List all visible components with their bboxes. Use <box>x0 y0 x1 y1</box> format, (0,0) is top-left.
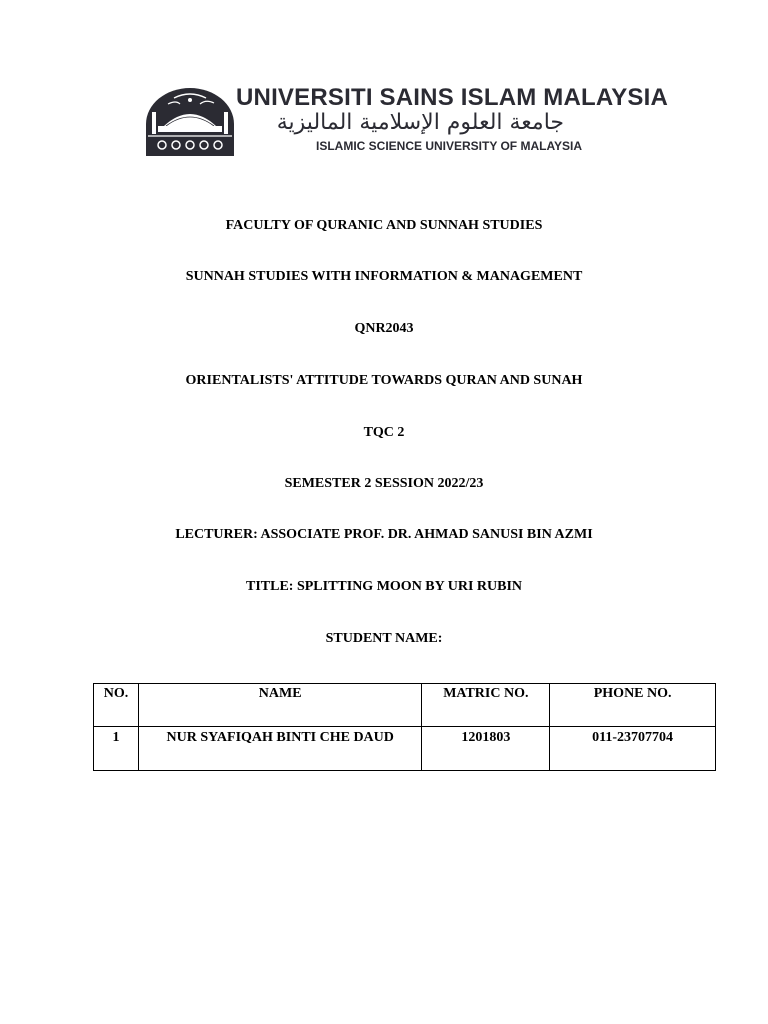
header-phone-no: PHONE NO. <box>550 684 716 727</box>
header-name: NAME <box>138 684 421 727</box>
university-emblem-icon <box>144 86 236 158</box>
course-name-line: ORIENTALISTS' ATTITUDE TOWARDS QURAN AND SUNAH <box>185 373 583 388</box>
group-line: TQC 2 <box>363 425 405 440</box>
university-logo <box>144 84 669 160</box>
title-line: TITLE: SPLITTING MOON BY URI RUBIN <box>245 579 523 594</box>
cell-no: 1 <box>94 727 139 771</box>
header-matric-no: MATRIC NO. <box>422 684 550 727</box>
table-row <box>94 727 716 771</box>
university-name-english: ISLAMIC SCIENCE UNIVERSITY OF MALAYSIA <box>316 139 583 153</box>
faculty-line: FACULTY OF QURANIC AND SUNNAH STUDIES <box>225 218 543 233</box>
cell-name: NUR SYAFIQAH BINTI CHE DAUD <box>138 727 421 771</box>
cell-phone-no: 011-23707704 <box>550 727 716 771</box>
course-code-line: QNR2043 <box>354 321 414 336</box>
university-name: UNIVERSITI SAINS ISLAM MALAYSIA <box>236 84 669 111</box>
student-name-label: STUDENT NAME: <box>325 631 443 646</box>
header-no: NO. <box>94 684 139 727</box>
semester-line: SEMESTER 2 SESSION 2022/23 <box>284 476 484 491</box>
cell-matric-no: 1201803 <box>422 727 550 771</box>
table-header-row <box>94 684 716 727</box>
programme-line: SUNNAH STUDIES WITH INFORMATION & MANAGEMENT <box>185 269 583 284</box>
lecturer-line: LECTURER: ASSOCIATE PROF. DR. AHMAD SANUSI BIN AZMI <box>175 527 593 542</box>
students-table <box>93 683 716 771</box>
university-name-arabic: جامعة العلوم الإسلامية الماليزية <box>276 110 564 135</box>
